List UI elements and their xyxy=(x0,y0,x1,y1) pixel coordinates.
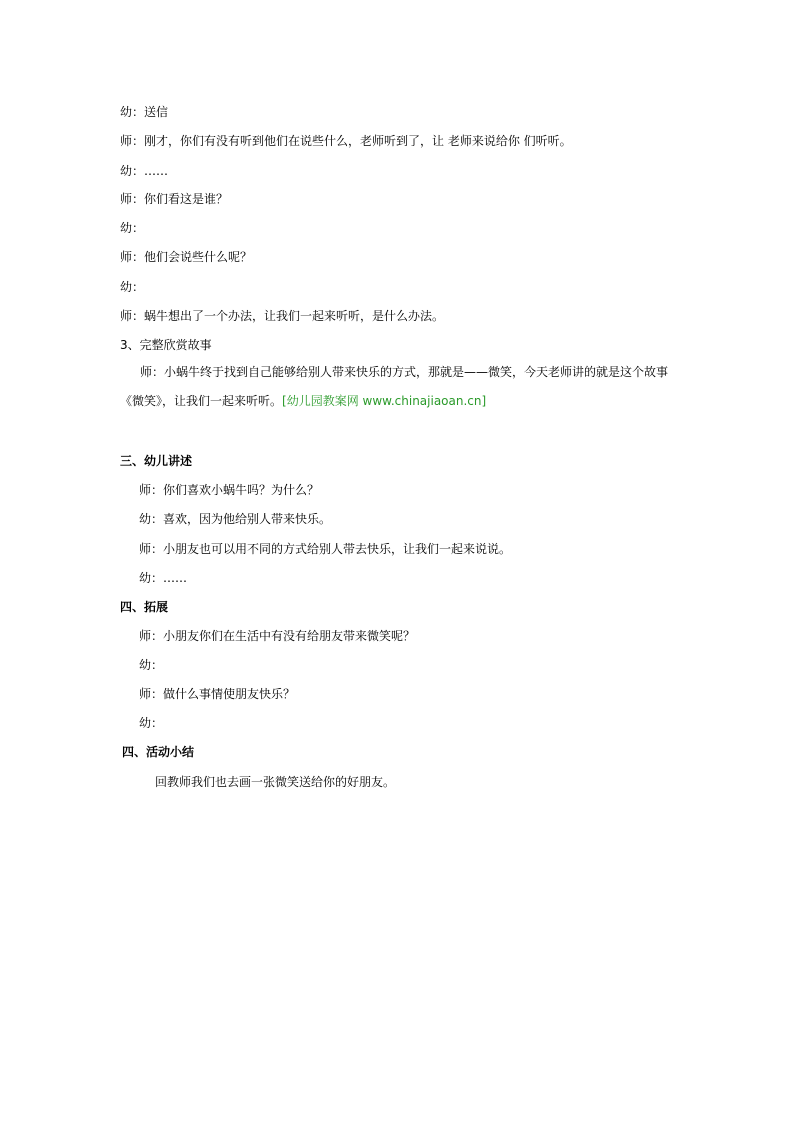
dialogue-line-1: 幼：送信 xyxy=(120,105,169,119)
retell-line-3: 师：小朋友也可以用不同的方式给别人带去快乐，让我们一起来说说。 xyxy=(139,542,512,556)
story-text: 师：小蜗牛终于找到自己能够给别人带来快乐的方式，那就是——微笑，今天老师讲的就是这个故事《微笑》，让我们一起来听听。 xyxy=(120,365,669,408)
extend-line-3: 师：做什么事情使朋友快乐？ xyxy=(139,687,296,701)
retell-line-1: 师：你们喜欢小蜗牛吗？为什么？ xyxy=(139,483,320,497)
retell-line-2: 幼：喜欢，因为他给别人带来快乐。 xyxy=(139,512,332,526)
extend-line-2: 幼： xyxy=(139,658,164,672)
section-summary-heading: 四、活动小结 xyxy=(122,745,195,759)
dialogue-line-4: 师：你们看这是谁？ xyxy=(120,192,229,206)
summary-text: 回教师我们也去画一张微笑送给你的好朋友。 xyxy=(155,775,396,789)
section-3-heading: 3、完整欣赏故事 xyxy=(120,338,212,352)
dialogue-line-3: 幼：…… xyxy=(120,164,169,178)
dialogue-line-2: 师：刚才，你们有没有听到他们在说些什么，老师听到了，让 老师来说给你 们听听。 xyxy=(120,134,572,148)
dialogue-line-8: 师：蜗牛想出了一个办法，让我们一起来听听，是什么办法。 xyxy=(120,309,445,323)
story-paragraph xyxy=(120,358,680,416)
dialogue-line-7: 幼： xyxy=(120,280,145,294)
section-extend-heading: 四、拓展 xyxy=(120,600,169,614)
source-link[interactable]: [幼儿园教案网 www.chinajiaoan.cn] xyxy=(282,394,487,408)
extend-line-4: 幼： xyxy=(139,716,164,730)
dialogue-line-6: 师：他们会说些什么呢？ xyxy=(120,250,253,264)
retell-line-4: 幼：…… xyxy=(139,571,188,585)
section-retell-heading: 三、幼儿讲述 xyxy=(120,454,193,468)
extend-line-1: 师：小朋友你们在生活中有没有给朋友带来微笑呢？ xyxy=(139,629,416,643)
dialogue-line-5: 幼： xyxy=(120,221,145,235)
